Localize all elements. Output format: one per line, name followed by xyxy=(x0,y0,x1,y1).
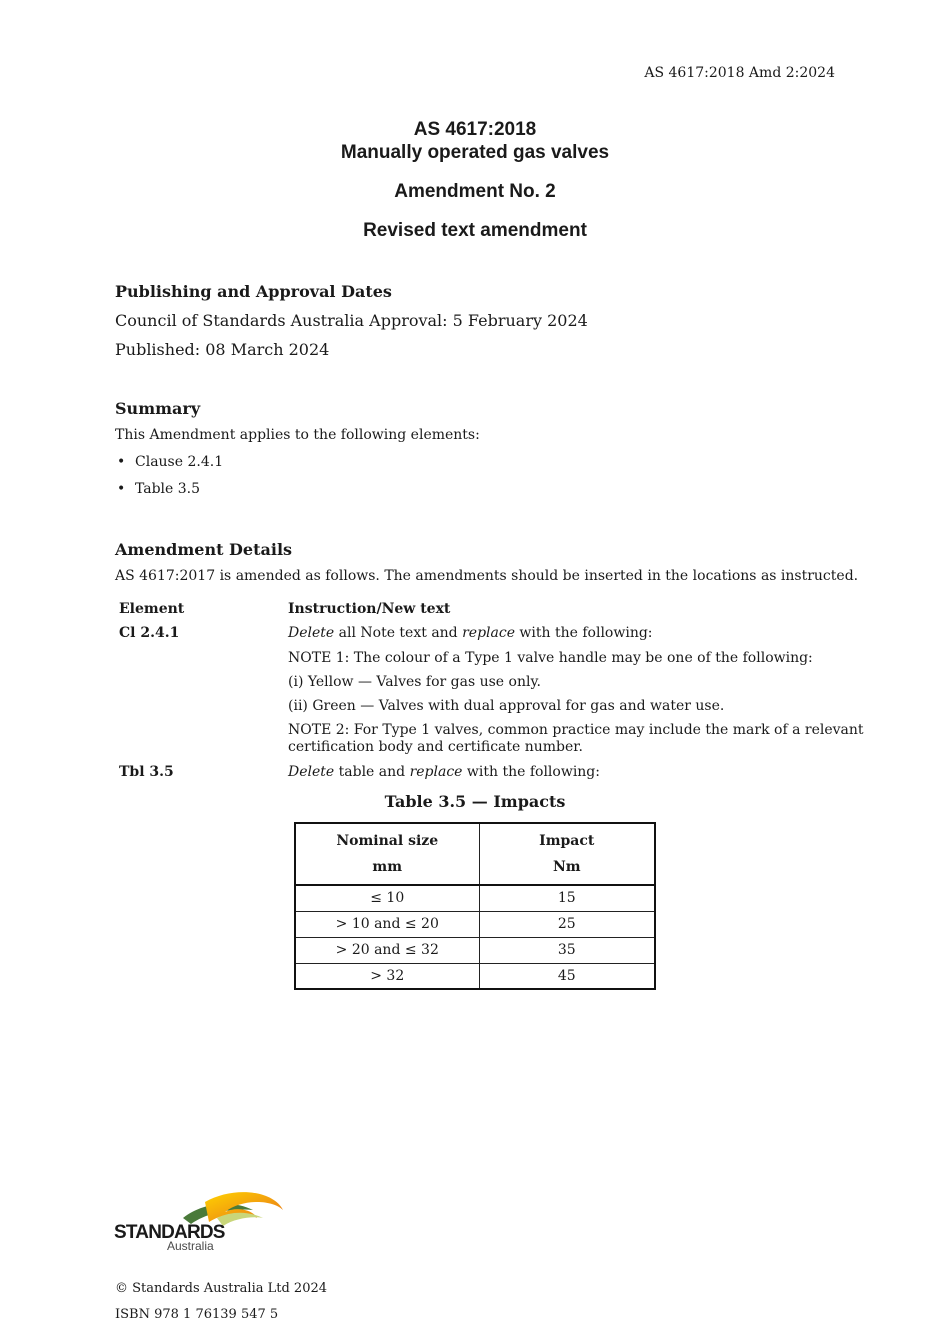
column-header-instruction: Instruction/New text xyxy=(288,601,451,617)
header-impact: Impact Nm xyxy=(479,823,655,885)
standard-title: Manually operated gas valves xyxy=(340,142,610,163)
title-block xyxy=(0,118,950,242)
details-heading: Amendment Details xyxy=(115,540,293,559)
table-row: > 10 and ≤ 20 25 xyxy=(295,911,655,937)
isbn: ISBN 978 1 76139 547 5 xyxy=(115,1307,279,1322)
published-date: Published: 08 March 2024 xyxy=(115,340,330,359)
element-tbl-3-5: Tbl 3.5 xyxy=(119,764,174,780)
amendment-number: Amendment No. 2 xyxy=(394,181,556,202)
standard-number: AS 4617:2018 xyxy=(413,119,537,140)
logo-word-australia: Australia xyxy=(167,1239,214,1252)
option-yellow: (i) Yellow — Valves for gas use only. xyxy=(288,674,541,690)
header-nominal-size: Nominal size mm xyxy=(295,823,479,885)
element-cl-2-4-1: Cl 2.4.1 xyxy=(119,625,180,641)
table-row: ≤ 10 15 xyxy=(295,885,655,911)
summary-heading: Summary xyxy=(115,399,201,418)
list-item: • Clause 2.4.1 xyxy=(117,454,224,470)
instruction-cl-2-4-1: Delete all Note text and replace with the following: xyxy=(288,625,653,641)
document-reference: AS 4617:2018 Amd 2:2024 xyxy=(644,65,835,81)
impacts-table xyxy=(294,822,656,990)
details-intro: AS 4617:2017 is amended as follows. The amendments should be inserted in the locations as instructed. xyxy=(115,568,859,584)
standards-australia-logo xyxy=(113,1188,285,1252)
logo-word-standards: STANDARDS xyxy=(114,1222,225,1243)
table-row: > 32 45 xyxy=(295,963,655,989)
note-1: NOTE 1: The colour of a Type 1 valve handle may be one of the following: xyxy=(288,650,813,666)
amendment-type: Revised text amendment xyxy=(363,220,587,241)
approval-date: Council of Standards Australia Approval: 5 February 2024 xyxy=(115,311,588,330)
table-row: > 20 and ≤ 32 35 xyxy=(295,937,655,963)
summary-intro: This Amendment applies to the following elements: xyxy=(115,427,480,443)
table-caption: Table 3.5 — Impacts xyxy=(384,792,566,811)
copyright: © Standards Australia Ltd 2024 xyxy=(115,1281,328,1296)
column-header-element: Element xyxy=(119,601,185,617)
option-green: (ii) Green — Valves with dual approval for gas and water use. xyxy=(288,698,725,714)
publishing-heading: Publishing and Approval Dates xyxy=(115,282,392,301)
list-item: • Table 3.5 xyxy=(117,481,201,497)
note-2: NOTE 2: For Type 1 valves, common practice may include the mark of a relevant certification body and certificate number. xyxy=(288,722,864,755)
instruction-tbl-3-5: Delete table and replace with the following: xyxy=(288,764,600,780)
